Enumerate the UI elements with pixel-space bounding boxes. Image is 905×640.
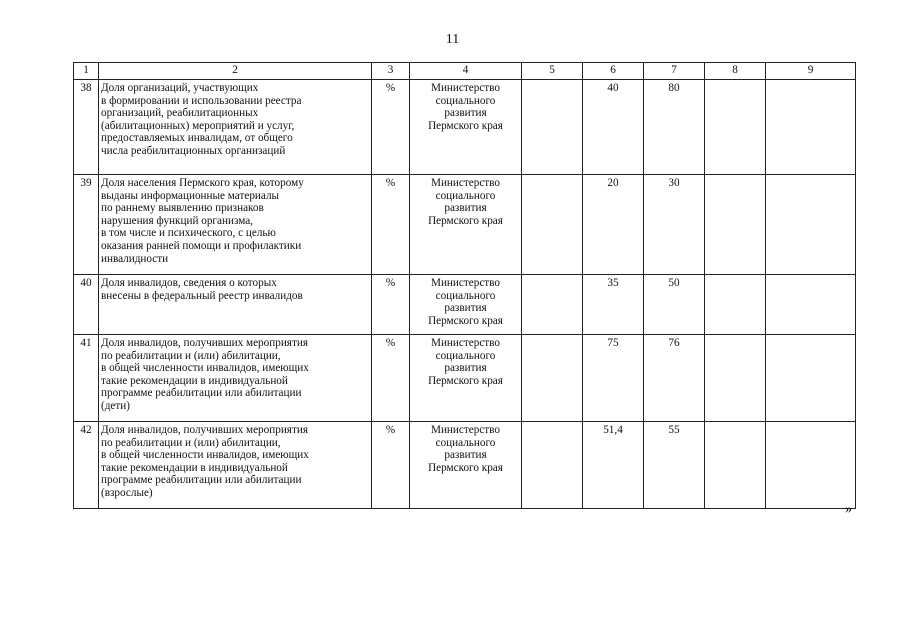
indicator-name: Доля организаций, участвующих в формировании и использовании реестра организаций, реабилитационных (абилитационных) мероприятий и услуг, предоставляемых инвалидам, от общего числа реабилитационных организаций <box>99 80 372 175</box>
closing-quote-mark: » <box>845 502 852 517</box>
value-col-5 <box>522 422 583 509</box>
value-col-5 <box>522 80 583 175</box>
table-row <box>74 175 856 275</box>
value-col-7: 76 <box>644 335 705 422</box>
value-col-8 <box>705 80 766 175</box>
unit-of-measure: % <box>372 335 410 422</box>
responsible-ministry: Министерство социального развития Пермского края <box>410 335 522 422</box>
responsible-ministry: Министерство социального развития Пермского края <box>410 80 522 175</box>
unit-of-measure: % <box>372 80 410 175</box>
header-col-7: 7 <box>644 63 705 80</box>
indicator-name: Доля инвалидов, сведения о которых внесены в федеральный реестр инвалидов <box>99 275 372 335</box>
table-row <box>74 335 856 422</box>
table-row <box>74 422 856 509</box>
row-number: 42 <box>74 422 99 509</box>
value-col-6: 40 <box>583 80 644 175</box>
header-col-2: 2 <box>99 63 372 80</box>
table-row <box>74 80 856 175</box>
value-col-6: 51,4 <box>583 422 644 509</box>
header-col-6: 6 <box>583 63 644 80</box>
responsible-ministry: Министерство социального развития Пермского края <box>410 175 522 275</box>
value-col-7: 80 <box>644 80 705 175</box>
value-col-6: 20 <box>583 175 644 275</box>
responsible-ministry: Министерство социального развития Пермского края <box>410 275 522 335</box>
indicators-table <box>73 62 856 509</box>
indicator-name: Доля инвалидов, получивших мероприятия по реабилитации и (или) абилитации, в общей численности инвалидов, имеющих такие рекомендации в индивидуальной программе реабилитации или абилитации (взрослые) <box>99 422 372 509</box>
row-number: 40 <box>74 275 99 335</box>
table-row <box>74 275 856 335</box>
page-number: 11 <box>445 32 460 47</box>
value-col-5 <box>522 335 583 422</box>
value-col-5 <box>522 175 583 275</box>
indicator-name: Доля инвалидов, получивших мероприятия по реабилитации и (или) абилитации, в общей численности инвалидов, имеющих такие рекомендации в индивидуальной программе реабилитации или абилитации (дети) <box>99 335 372 422</box>
table-header <box>74 63 856 80</box>
value-col-9 <box>766 80 856 175</box>
value-col-9 <box>766 275 856 335</box>
table-body <box>74 80 856 509</box>
unit-of-measure: % <box>372 422 410 509</box>
row-number: 38 <box>74 80 99 175</box>
responsible-ministry: Министерство социального развития Пермского края <box>410 422 522 509</box>
value-col-9 <box>766 175 856 275</box>
header-col-1: 1 <box>74 63 99 80</box>
value-col-8 <box>705 275 766 335</box>
row-number: 39 <box>74 175 99 275</box>
value-col-8 <box>705 422 766 509</box>
header-col-3: 3 <box>372 63 410 80</box>
indicator-name: Доля населения Пермского края, которому выданы информационные материалы по раннему выявлению признаков нарушения функций организма, в том числе и психического, с целью оказания ранней помощи и профилактики инвалидности <box>99 175 372 275</box>
value-col-7: 50 <box>644 275 705 335</box>
unit-of-measure: % <box>372 175 410 275</box>
value-col-6: 35 <box>583 275 644 335</box>
header-col-8: 8 <box>705 63 766 80</box>
value-col-8 <box>705 175 766 275</box>
header-col-9: 9 <box>766 63 856 80</box>
header-row <box>74 63 856 80</box>
value-col-9 <box>766 422 856 509</box>
value-col-9 <box>766 335 856 422</box>
value-col-8 <box>705 335 766 422</box>
value-col-5 <box>522 275 583 335</box>
value-col-6: 75 <box>583 335 644 422</box>
value-col-7: 30 <box>644 175 705 275</box>
row-number: 41 <box>74 335 99 422</box>
unit-of-measure: % <box>372 275 410 335</box>
header-col-4: 4 <box>410 63 522 80</box>
header-col-5: 5 <box>522 63 583 80</box>
value-col-7: 55 <box>644 422 705 509</box>
